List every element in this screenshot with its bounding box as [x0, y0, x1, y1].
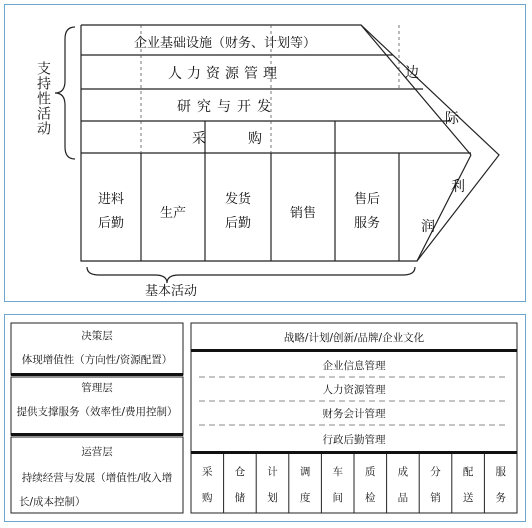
layer-title-management: 管理层	[81, 382, 113, 394]
support-function-finance: 财务会计管理	[322, 408, 386, 420]
layer-divider-bar	[11, 373, 183, 376]
primary-cell-outbound-line1: 发货	[224, 192, 252, 207]
primary-cell-service-line2: 服务	[353, 216, 381, 231]
margin-char: 利	[451, 179, 465, 195]
support-row-infrastructure: 企业基础设施（财务、计划等）	[133, 36, 317, 51]
operation-char: 分	[430, 466, 441, 478]
operation-char: 送	[462, 492, 474, 504]
layer-desc-management: 提供支撑服务（效率性/费用控制）	[16, 406, 178, 418]
arrow-inner-diagonal	[361, 25, 471, 155]
operation-char: 车	[332, 466, 343, 478]
operation-char: 检	[365, 492, 376, 504]
margin-char: 边	[405, 65, 419, 81]
support-label: 支持性活动	[35, 61, 51, 136]
support-function-admin: 行政后勤管理	[322, 434, 386, 446]
primary-cell-sales: 销售	[289, 206, 317, 221]
operation-char: 仓	[234, 466, 246, 478]
operation-char: 品	[397, 492, 409, 504]
primary-cell-inbound-line2: 后勤	[97, 216, 125, 231]
management-model-panel	[4, 314, 526, 522]
operation-char: 储	[234, 492, 246, 504]
primary-cell-outbound-line2: 后勤	[224, 216, 252, 231]
management-model-diagram	[5, 315, 524, 520]
primary-cell-operations: 生产	[159, 206, 187, 221]
support-function-info: 企业信息管理	[322, 360, 386, 372]
primary-cell-service-line1: 售后	[353, 192, 381, 207]
layer-desc-decision: 体现增值性（方向性/资源配置）	[21, 354, 173, 366]
layer-title-operation: 运营层	[81, 446, 113, 458]
operation-char: 务	[495, 492, 506, 504]
value-chain-diagram	[5, 5, 524, 300]
operation-char: 采	[202, 466, 213, 478]
value-chain-outline	[81, 25, 499, 261]
operation-char: 调	[299, 466, 311, 478]
operation-char: 计	[267, 466, 278, 478]
layer-divider-bar	[11, 433, 183, 436]
operation-char: 成	[397, 466, 409, 478]
operation-char: 划	[267, 492, 278, 504]
arrow-inner-diagonal-lower	[417, 155, 471, 261]
value-chain-panel	[4, 4, 526, 302]
operation-char: 购	[202, 492, 213, 504]
layer-desc-operation-line1: 持续经营与发展（增值性/收入增	[21, 472, 173, 484]
operation-char: 配	[462, 466, 474, 478]
margin-char: 际	[445, 111, 459, 127]
strategy-bar-underline	[191, 349, 517, 352]
operation-char: 销	[430, 492, 441, 504]
layer-title-decision: 决策层	[81, 330, 113, 342]
operations-top-bar	[191, 451, 517, 454]
strategy-bar-label: 战略/计划/创新/品牌/企业文化	[283, 332, 425, 344]
operation-char: 间	[332, 492, 343, 504]
operations-row	[202, 454, 506, 513]
margin-char: 润	[421, 219, 435, 235]
support-row-hr: 人力资源管理	[168, 66, 282, 82]
primary-brace	[87, 267, 415, 283]
primary-label: 基本活动	[145, 284, 198, 299]
support-row-rnd: 研究与开发	[177, 99, 277, 115]
support-row-procurement: 采 购	[192, 131, 262, 147]
layer-desc-operation-line2: 长/成本控制）	[19, 496, 86, 508]
operation-char: 质	[365, 466, 376, 478]
operation-char: 服	[495, 466, 506, 478]
primary-cell-inbound-line1: 进料	[97, 192, 125, 207]
operation-char: 度	[299, 492, 311, 504]
support-brace	[55, 27, 75, 159]
support-function-hr: 人力资源管理	[322, 384, 386, 396]
